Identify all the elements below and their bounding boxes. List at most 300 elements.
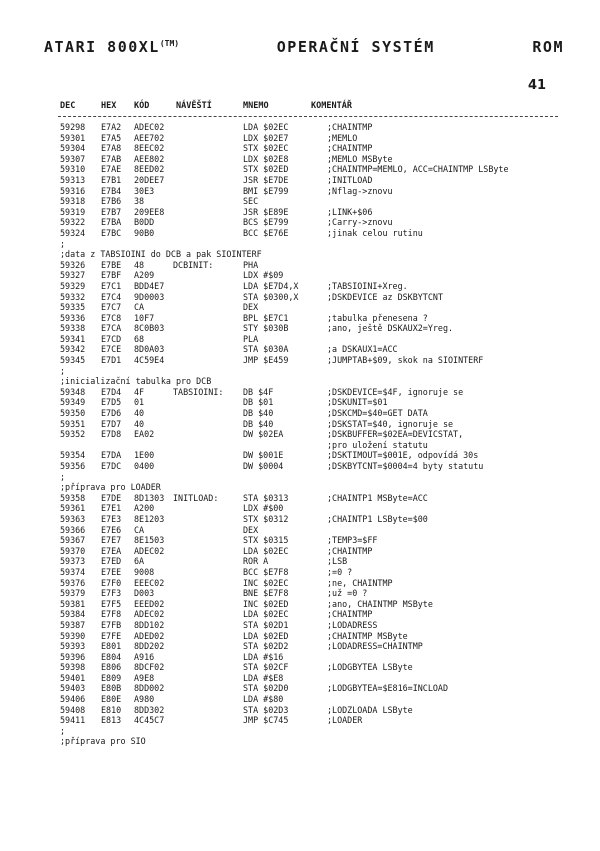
cell-dec: 59327	[60, 270, 86, 281]
cell-comment: ;a DSKAUX1=ACC	[327, 344, 398, 355]
comment-text: ;příprava pro SIO	[60, 736, 146, 747]
cell-hex: E7AB	[101, 153, 122, 164]
cell-mnemonic: DW $001E	[243, 450, 284, 461]
cell-comment: ;tabulka přenesena ?	[327, 312, 428, 323]
cell-code: D003	[134, 588, 155, 599]
cell-comment: ;pro uložení statutu	[327, 439, 428, 450]
listing-row	[0, 323, 600, 334]
cell-comment: ;DSKDEVICE=$4F, ignoruje se	[327, 386, 464, 397]
cell-mnemonic: STX $0315	[243, 535, 289, 546]
cell-hex: E7BC	[101, 227, 122, 238]
cell-code: EEEC02	[134, 577, 165, 588]
cell-comment: ;DSKBYTCNT=$0004=4 byty statutu	[327, 461, 484, 471]
cell-hex: E7A8	[101, 143, 122, 154]
cell-mnemonic: DEX	[243, 302, 259, 313]
cell-hex: E7C4	[101, 291, 122, 302]
cell-code: 6A	[134, 556, 145, 567]
cell-code: 30E3	[134, 185, 155, 196]
comment-text: ;	[60, 725, 66, 736]
listing-row	[0, 641, 600, 652]
cell-mnemonic: LDX $02E8	[243, 153, 289, 164]
listing-row	[0, 175, 600, 186]
cell-mnemonic: INC $02EC	[243, 577, 289, 588]
cell-mnemonic: STA $02D2	[243, 641, 289, 652]
comment-line	[0, 472, 600, 483]
cell-hex: E809	[101, 672, 122, 683]
cell-mnemonic: INC $02ED	[243, 598, 289, 609]
cell-mnemonic: LDA #$16	[243, 651, 284, 662]
page-number: 41	[528, 78, 547, 93]
cell-dec: 59336	[60, 312, 86, 323]
cell-comment: ;CHAINTMP MSByte	[327, 630, 408, 641]
listing-row	[0, 397, 600, 408]
cell-code: 40	[134, 408, 145, 419]
listing-row	[0, 567, 600, 578]
listing-row	[0, 292, 600, 303]
cell-dec: 59401	[60, 672, 86, 683]
listing-row	[0, 535, 600, 546]
title-right: ROM	[532, 38, 564, 56]
cell-mnemonic: STA $02D1	[243, 619, 289, 630]
cell-hex: E7BE	[101, 259, 122, 270]
cell-hex: E7B4	[101, 185, 122, 196]
cell-code: 8DCF02	[134, 662, 165, 673]
cell-hex: E7A2	[101, 122, 122, 132]
cell-label: TABSIOINI:	[173, 386, 224, 397]
cell-comment: ;DSKSTAT=$40, ignoruje se	[327, 418, 454, 429]
cell-mnemonic: LDA $02EC	[243, 609, 289, 620]
title-left: ATARI $800XL^{(TM)}$	[44, 38, 180, 56]
cell-dec: 59316	[60, 185, 86, 196]
cell-code: A9E8	[134, 672, 155, 683]
listing-row	[0, 546, 600, 557]
cell-dec: 59361	[60, 503, 86, 514]
header-divider	[58, 116, 558, 117]
cell-hex: E7B7	[101, 206, 122, 217]
cell-code: 10F7	[134, 312, 155, 323]
cell-comment: ;DSKDEVICE az DSKBYTCNT	[327, 291, 443, 302]
listing-row	[0, 313, 600, 324]
cell-mnemonic: BCC $E7F8	[243, 566, 289, 577]
cell-code: 01	[134, 397, 145, 408]
column-header-mnemo: MNEMO	[243, 101, 269, 111]
cell-hex: E7DA	[101, 450, 122, 461]
cell-hex: E7F5	[101, 598, 122, 609]
cell-dec: 59403	[60, 683, 86, 694]
cell-code: 20DEE7	[134, 174, 165, 185]
cell-code: 8D0A03	[134, 344, 165, 355]
cell-mnemonic: BNE $E7F8	[243, 588, 289, 599]
cell-mnemonic: PLA	[243, 333, 259, 344]
cell-comment: ;=0 ?	[327, 566, 353, 577]
cell-dec: 59379	[60, 588, 86, 599]
listing-row	[0, 387, 600, 398]
cell-dec: 59406	[60, 694, 86, 705]
column-header-label: NÁVĚŠTÍ	[176, 101, 212, 111]
cell-hex: E810	[101, 704, 122, 715]
cell-mnemonic: STA $030A	[243, 344, 289, 355]
cell-dec: 59370	[60, 545, 86, 556]
cell-dec: 59356	[60, 461, 86, 471]
cell-hex: E7CA	[101, 323, 122, 334]
cell-comment: ;LODGBYTEA LSByte	[327, 662, 413, 673]
cell-dec: 59358	[60, 492, 86, 503]
cell-label: DCBINIT:	[173, 259, 214, 270]
cell-code: 8DD102	[134, 619, 165, 630]
column-header-comment: KOMENTÁŘ	[311, 101, 352, 111]
listing-row	[0, 154, 600, 165]
cell-mnemonic: BCC $E76E	[243, 227, 289, 238]
listing-row	[0, 186, 600, 197]
cell-hex: E7A5	[101, 132, 122, 143]
cell-mnemonic: STX $02EC	[243, 143, 289, 154]
cell-hex: E7AE	[101, 164, 122, 175]
cell-code: ADEC02	[134, 545, 165, 556]
cell-code: BDD4E7	[134, 280, 165, 291]
listing-row	[0, 705, 600, 716]
cell-mnemonic: DEX	[243, 524, 259, 535]
listing-row	[0, 429, 600, 440]
cell-code: 8DD202	[134, 641, 165, 652]
listing-row	[0, 122, 600, 133]
cell-comment: ;Carry->znovu	[327, 217, 393, 228]
code-listing	[0, 122, 600, 747]
cell-dec: 59354	[60, 450, 86, 461]
cell-dec: 59408	[60, 704, 86, 715]
cell-hex: E804	[101, 651, 122, 662]
comment-text: ;příprava pro LOADER	[60, 482, 161, 493]
cell-comment: ;DSKTIMOUT=$001E, odpovídá 30s	[327, 450, 479, 461]
cell-code: 8DD002	[134, 683, 165, 694]
cell-comment: ;LODADRESS	[327, 619, 378, 630]
cell-code: 9D0003	[134, 291, 165, 302]
cell-comment: ;CHAINTMP	[327, 545, 373, 556]
listing-row	[0, 588, 600, 599]
column-header-hex: HEX	[101, 101, 117, 111]
cell-hex: E7E7	[101, 535, 122, 546]
column-headers	[0, 101, 600, 115]
cell-mnemonic: LDA #$E8	[243, 672, 284, 683]
cell-comment: ;LODZLOADA LSByte	[327, 704, 413, 715]
listing-row	[0, 408, 600, 419]
trademark-mark: (TM)	[159, 39, 180, 48]
cell-dec: 59396	[60, 651, 86, 662]
cell-dec: 59350	[60, 408, 86, 419]
column-header-kod: KÓD	[134, 101, 150, 111]
listing-row	[0, 694, 600, 705]
cell-dec: 59376	[60, 577, 86, 588]
cell-mnemonic: BPL $E7C1	[243, 312, 289, 323]
cell-code: AEE802	[134, 153, 165, 164]
cell-code: 8E1203	[134, 513, 165, 524]
cell-hex: E7CE	[101, 344, 122, 355]
cell-comment: ;JUMPTAB+$09, skok na SIOINTERF	[327, 355, 484, 366]
cell-mnemonic: JMP $C745	[243, 715, 289, 726]
cell-comment: ;ano, ještě DSKAUX2=Yreg.	[327, 323, 454, 334]
cell-mnemonic: JSR $E7DE	[243, 174, 289, 185]
cell-dec: 59307	[60, 153, 86, 164]
cell-mnemonic: STX $02ED	[243, 164, 289, 175]
cell-mnemonic: DW $02EA	[243, 429, 284, 440]
cell-dec: 59304	[60, 143, 86, 154]
cell-mnemonic: LDA $02ED	[243, 630, 289, 641]
comment-line	[0, 239, 600, 250]
cell-code: ADEC02	[134, 609, 165, 620]
cell-mnemonic: LDX #$00	[243, 503, 284, 514]
cell-code: 1E00	[134, 450, 155, 461]
listing-row	[0, 503, 600, 514]
listing-row	[0, 260, 600, 271]
cell-dec: 59349	[60, 397, 86, 408]
cell-code: B0DD	[134, 217, 155, 228]
cell-dec: 59348	[60, 386, 86, 397]
cell-comment: ;LODGBYTEA=$E816=INCLOAD	[327, 683, 449, 694]
cell-mnemonic: STY $030B	[243, 323, 289, 334]
cell-code: AEE702	[134, 132, 165, 143]
cell-dec: 59335	[60, 302, 86, 313]
cell-hex: E7ED	[101, 556, 122, 567]
cell-mnemonic: LDX $02E7	[243, 132, 289, 143]
cell-dec: 59352	[60, 429, 86, 440]
cell-comment: ;MEMLO MSByte	[327, 153, 393, 164]
cell-comment: ;LOADER	[327, 715, 363, 726]
cell-comment: ;LODADRESS=CHAINTMP	[327, 641, 423, 652]
comment-text: ;data z TABSIOINI do DCB a pak SIOINTERF	[60, 249, 262, 260]
cell-comment: ;CHAINTMP=MEMLO, ACC=CHAINTMP LSByte	[327, 164, 509, 175]
cell-hex: E7DC	[101, 461, 122, 471]
cell-mnemonic: BMI $E799	[243, 185, 289, 196]
cell-mnemonic: LDA $E7D4,X	[243, 280, 299, 291]
listing-row	[0, 525, 600, 536]
comment-text: ;inicializační tabulka pro DCB	[60, 376, 212, 387]
cell-hex: E7C1	[101, 280, 122, 291]
cell-hex: E7EE	[101, 566, 122, 577]
cell-mnemonic: BCS $E799	[243, 217, 289, 228]
cell-hex: E7DE	[101, 492, 122, 503]
cell-mnemonic: STA $0313	[243, 492, 289, 503]
listing-row	[0, 715, 600, 726]
cell-hex: E7B1	[101, 174, 122, 185]
cell-code: CA	[134, 524, 145, 535]
cell-dec: 59363	[60, 513, 86, 524]
cell-code: A209	[134, 270, 155, 281]
cell-hex: E7CD	[101, 333, 122, 344]
listing-row	[0, 514, 600, 525]
listing-row	[0, 281, 600, 292]
cell-mnemonic: DB $40	[243, 418, 274, 429]
cell-dec: 59384	[60, 609, 86, 620]
cell-code: A980	[134, 694, 155, 705]
cell-hex: E7E6	[101, 524, 122, 535]
cell-comment: ;ne, CHAINTMP	[327, 577, 393, 588]
cell-hex: E7C8	[101, 312, 122, 323]
listing-row	[0, 450, 600, 461]
cell-dec: 59338	[60, 323, 86, 334]
comment-line	[0, 376, 600, 387]
cell-comment: ;už =0 ?	[327, 588, 368, 599]
cell-comment: ;CHAINTMP	[327, 122, 373, 132]
comment-line	[0, 366, 600, 377]
cell-code: 4C59E4	[134, 355, 165, 366]
cell-dec: 59313	[60, 174, 86, 185]
cell-hex: E801	[101, 641, 122, 652]
listing-row	[0, 609, 600, 620]
cell-dec: 59373	[60, 556, 86, 567]
cell-hex: E7D7	[101, 418, 122, 429]
listing-row	[0, 578, 600, 589]
cell-code: ADED02	[134, 630, 165, 641]
cell-hex: E7D5	[101, 397, 122, 408]
listing-row	[0, 217, 600, 228]
cell-code: 8EED02	[134, 164, 165, 175]
cell-code: 209EE8	[134, 206, 165, 217]
cell-mnemonic: JSR $E89E	[243, 206, 289, 217]
cell-dec: 59329	[60, 280, 86, 291]
title-mid: OPERAČNÍ SYSTÉM	[276, 38, 435, 56]
cell-comment: ;TEMP3=$FF	[327, 535, 378, 546]
cell-dec: 59324	[60, 227, 86, 238]
listing-row	[0, 207, 600, 218]
cell-mnemonic: JMP $E459	[243, 355, 289, 366]
cell-code: 40	[134, 418, 145, 429]
cell-dec: 59411	[60, 715, 86, 726]
cell-dec: 59345	[60, 355, 86, 366]
listing-row	[0, 419, 600, 430]
cell-dec: 59326	[60, 259, 86, 270]
cell-dec: 59301	[60, 132, 86, 143]
cell-dec: 59318	[60, 196, 86, 207]
cell-dec: 59319	[60, 206, 86, 217]
cell-code: 4F	[134, 386, 145, 397]
listing-row	[0, 228, 600, 239]
listing-row	[0, 631, 600, 642]
listing-row	[0, 302, 600, 313]
cell-hex: E80E	[101, 694, 122, 705]
cell-comment: ;ano, CHAINTMP MSByte	[327, 598, 433, 609]
cell-dec: 59398	[60, 662, 86, 673]
cell-dec: 59367	[60, 535, 86, 546]
cell-mnemonic: LDA $02EC	[243, 122, 289, 132]
cell-hex: E7F3	[101, 588, 122, 599]
cell-mnemonic: PHA	[243, 259, 259, 270]
cell-code: 8DD302	[134, 704, 165, 715]
listing-row	[0, 440, 600, 451]
cell-comment: ;DSKUNIT=$01	[327, 397, 388, 408]
listing-row	[0, 683, 600, 694]
cell-comment: ;LSB	[327, 556, 348, 567]
listing-row	[0, 620, 600, 631]
cell-hex: E7D8	[101, 429, 122, 440]
cell-comment: ;CHAINTMP	[327, 609, 373, 620]
cell-dec: 59332	[60, 291, 86, 302]
cell-code: ADEC02	[134, 122, 165, 132]
cell-mnemonic: STX $0312	[243, 513, 289, 524]
cell-hex: E7E1	[101, 503, 122, 514]
cell-hex: E7E3	[101, 513, 122, 524]
listing-row	[0, 270, 600, 281]
cell-dec: 59351	[60, 418, 86, 429]
listing-row	[0, 196, 600, 207]
cell-comment: ;MEMLO	[327, 132, 358, 143]
cell-dec: 59393	[60, 641, 86, 652]
cell-mnemonic: LDA #$80	[243, 694, 284, 705]
cell-dec: 59381	[60, 598, 86, 609]
cell-code: A916	[134, 651, 155, 662]
cell-dec: 59322	[60, 217, 86, 228]
listing-row	[0, 662, 600, 673]
cell-code: 8D1303	[134, 492, 165, 503]
cell-hex: E7EA	[101, 545, 122, 556]
listing-row	[0, 652, 600, 663]
cell-mnemonic: STA $02D3	[243, 704, 289, 715]
cell-hex: E7D1	[101, 355, 122, 366]
cell-hex: E7BA	[101, 217, 122, 228]
cell-comment: ;Nflag->znovu	[327, 185, 393, 196]
comment-line	[0, 736, 600, 747]
listing-row	[0, 164, 600, 175]
cell-comment: ;CHAINTP1 MSByte=ACC	[327, 492, 428, 503]
listing-row	[0, 673, 600, 684]
cell-comment: ;DSKBUFFER=$02EA=DEVICSTAT,	[327, 429, 464, 440]
comment-text: ;	[60, 365, 66, 376]
cell-mnemonic: LDX #$09	[243, 270, 284, 281]
cell-code: 8EEC02	[134, 143, 165, 154]
cell-hex: E80B	[101, 683, 122, 694]
comment-line	[0, 249, 600, 260]
cell-dec: 59342	[60, 344, 86, 355]
cell-comment: ;LINK+$06	[327, 206, 373, 217]
cell-code: EA02	[134, 429, 155, 440]
cell-mnemonic: ROR A	[243, 556, 269, 567]
cell-hex: E7D4	[101, 386, 122, 397]
cell-dec: 59387	[60, 619, 86, 630]
cell-dec: 59366	[60, 524, 86, 535]
column-header-dec: DEC	[60, 101, 76, 111]
cell-hex: E806	[101, 662, 122, 673]
listing-row	[0, 344, 600, 355]
cell-code: 0400	[134, 461, 155, 471]
cell-code: 68	[134, 333, 145, 344]
listing-row	[0, 599, 600, 610]
listing-row	[0, 556, 600, 567]
listing-row	[0, 334, 600, 345]
cell-dec: 59298	[60, 122, 86, 132]
cell-mnemonic: DB $40	[243, 408, 274, 419]
cell-comment: ;CHAINTP1 LSByte=$00	[327, 513, 428, 524]
cell-mnemonic: STA $02D0	[243, 683, 289, 694]
cell-hex: E7BF	[101, 270, 122, 281]
cell-code: 8E1503	[134, 535, 165, 546]
cell-comment: ;jinak celou rutinu	[327, 227, 423, 238]
cell-code: 9008	[134, 566, 155, 577]
cell-code: 38	[134, 196, 145, 207]
cell-mnemonic: DW $0004	[243, 461, 284, 471]
listing-row	[0, 143, 600, 154]
listing-row	[0, 461, 600, 472]
cell-hex: E7C7	[101, 302, 122, 313]
cell-hex: E7F0	[101, 577, 122, 588]
comment-line	[0, 482, 600, 493]
cell-dec: 59374	[60, 566, 86, 577]
cell-dec: 59390	[60, 630, 86, 641]
cell-label: INITLOAD:	[173, 492, 219, 503]
cell-mnemonic: DB $4F	[243, 386, 274, 397]
cell-hex: E7F8	[101, 609, 122, 620]
cell-hex: E7D6	[101, 408, 122, 419]
cell-comment: ;DSKCMD=$40=GET DATA	[327, 408, 428, 419]
cell-mnemonic: SEC	[243, 196, 259, 207]
cell-code: 90B0	[134, 227, 155, 238]
